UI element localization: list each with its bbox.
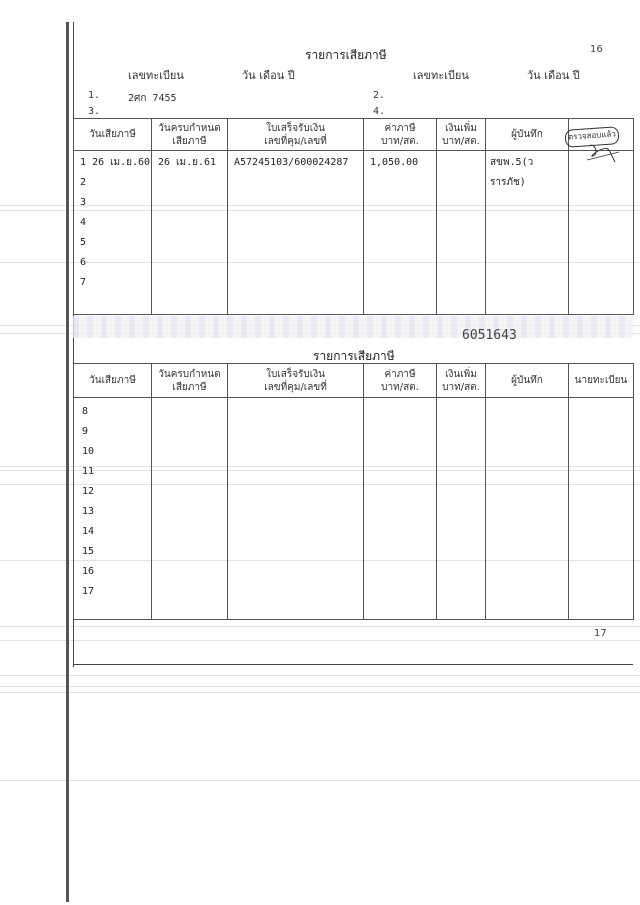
col-registrar: นายทะเบียน — [569, 364, 634, 398]
surcharge-cell — [437, 151, 486, 315]
reg-header-left: เลขทะเบียน — [128, 69, 184, 82]
col-tax: ค่าภาษี บาท/สต. — [364, 119, 437, 151]
col-recorder: ผู้บันทึก — [486, 364, 569, 398]
due-date-cell — [152, 398, 228, 620]
table-row: 15 — [82, 546, 95, 557]
receipt-value: A57245103/600024287 — [234, 157, 349, 168]
due-date-value: 26 เม.ย.61 — [158, 157, 217, 168]
table-row: 6 — [80, 257, 87, 268]
registrar-stamp: ตรวจสอบแล้ว — [564, 126, 619, 148]
separator-band — [73, 316, 633, 338]
table-row: 16 — [82, 566, 95, 577]
recorder-cell — [486, 151, 569, 315]
table-row: 13 — [82, 506, 95, 517]
table-row: 2 — [80, 177, 87, 188]
section2-title: รายการเสียภาษี — [313, 349, 395, 363]
table-row: 5 — [80, 237, 87, 248]
page-frame-bottom — [73, 664, 633, 665]
col-due-date: วันครบกำหนด เสียภาษี — [152, 364, 228, 398]
date-header-right: วัน เดือน ปี — [527, 69, 580, 82]
receipt-cell — [228, 151, 364, 315]
col-recorder: ผู้บันทึก — [486, 119, 569, 151]
surcharge-cell — [437, 398, 486, 620]
table-row: 10 — [82, 446, 95, 457]
registrar-cell — [569, 151, 634, 315]
reg-num-1: 1. — [88, 90, 101, 101]
page-binding-edge — [66, 22, 69, 902]
paid-date-cell — [74, 151, 152, 315]
table-row: 11 — [82, 466, 95, 477]
due-date-cell — [152, 151, 228, 315]
table-row: 17 — [82, 586, 95, 597]
tax-cell — [364, 398, 437, 620]
table-row: 9 — [82, 426, 89, 437]
col-tax: ค่าภาษี บาท/สต. — [364, 364, 437, 398]
table-row: 1 26 เม.ย.60 — [80, 157, 151, 168]
section1-title: รายการเสียภาษี — [305, 48, 387, 62]
top-page-number: 16 — [590, 44, 603, 55]
tax-table-2 — [73, 363, 634, 620]
serial-number: 6051643 — [462, 328, 517, 343]
col-receipt: ใบเสร็จรับเงิน เลขที่คุม/เลขที่ — [228, 119, 364, 151]
table-row: 14 — [82, 526, 95, 537]
tax-value: 1,050.00 — [370, 157, 419, 168]
table-row: 4 — [80, 217, 87, 228]
tax-cell — [364, 151, 437, 315]
receipt-cell — [228, 398, 364, 620]
col-paid-date: วันเสียภาษี — [74, 119, 152, 151]
bottom-page-number: 17 — [594, 628, 607, 639]
col-surcharge: เงินเพิ่ม บาท/สต. — [437, 119, 486, 151]
reg-header-right: เลขทะเบียน — [413, 69, 469, 82]
col-receipt: ใบเสร็จรับเงิน เลขที่คุม/เลขที่ — [228, 364, 364, 398]
table-row: 12 — [82, 486, 95, 497]
reg-plate-1: 2ศก 7455 — [128, 93, 177, 104]
recorder-value: สขพ.5(วรารภัช) — [490, 157, 534, 188]
reg-num-3: 3. — [88, 106, 101, 117]
table-row: 7 — [80, 277, 87, 288]
reg-num-2: 2. — [373, 90, 386, 101]
tax-table-1 — [73, 118, 634, 315]
table-row: 3 — [80, 197, 87, 208]
registrar-signature — [585, 140, 621, 166]
registrar-cell — [569, 398, 634, 620]
date-header-left: วัน เดือน ปี — [242, 69, 295, 82]
table-row: 8 — [82, 406, 89, 417]
reg-num-4: 4. — [373, 106, 386, 117]
col-paid-date: วันเสียภาษี — [74, 364, 152, 398]
recorder-cell — [486, 398, 569, 620]
paid-date-cell — [74, 398, 152, 620]
col-surcharge: เงินเพิ่ม บาท/สต. — [437, 364, 486, 398]
col-due-date: วันครบกำหนด เสียภาษี — [152, 119, 228, 151]
